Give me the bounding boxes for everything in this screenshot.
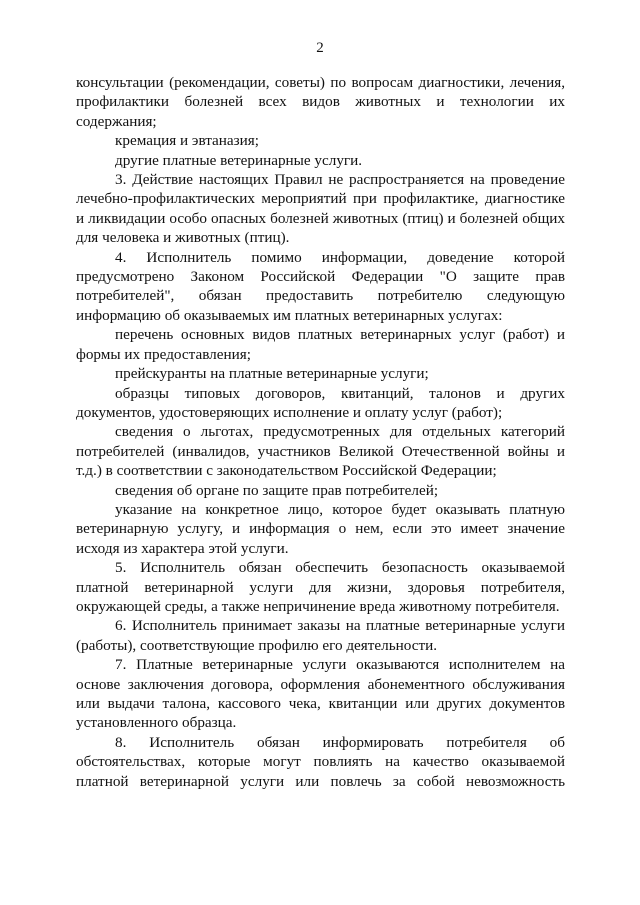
paragraph-list-authority: сведения об органе по защите прав потребителей; (115, 481, 439, 499)
paragraph-list-benefits: сведения о льготах, предусмотренных для отдельных категорий потребителей (инвалидов, участников Великой Отечественной войны и т.д.) в соответствии с законодательством Российской Федерации; (76, 423, 565, 480)
paragraph-5: 5. Исполнитель обязан обеспечить безопасность оказываемой платной ветеринарной услуги для жизни, здоровья потребителя, окружающей среды, а также непричинение вреда животному потребителя. (76, 559, 565, 615)
paragraph-consultations: консультации (рекомендации, советы) по вопросам диагностики, лечения, профилактики болезней всех видов животных и технологии их содержания; (76, 74, 565, 130)
paragraph-3: 3. Действие настоящих Правил не распространяется на проведение лечебно-профилактических мероприятий при профилактике, диагностике и ликвидации особо опасных болезней животных (птиц) и болезней общих для человека и животных (птиц). (76, 171, 565, 247)
paragraph-6: 6. Исполнитель принимает заказы на платные ветеринарные услуги (работы), соответствующие профилю его деятельности. (76, 617, 565, 654)
paragraph-list-person: указание на конкретное лицо, которое будет оказывать платную ветеринарную услугу, и информация о нем, если это имеет значение исходя из характера этой услуги. (76, 500, 565, 557)
paragraph-8: 8. Исполнитель обязан информировать потребителя об обстоятельствах, которые могут повлиять на качество оказываемой платной ветеринарной услуги или повлечь за собой невозможность (76, 733, 565, 790)
page-number: 2 (316, 40, 324, 56)
paragraph-list-pricelists: прейскуранты на платные ветеринарные услуги; (115, 365, 429, 383)
paragraph-list-contracts: образцы типовых договоров, квитанций, талонов и других документов, удостоверяющих исполнение и оплату услуг (работ); (76, 384, 565, 421)
document-body (76, 73, 565, 791)
paragraph-cremation: кремация и эвтаназия; (115, 132, 259, 150)
paragraph-list-services: перечень основных видов платных ветеринарных услуг (работ) и формы их предоставления; (76, 326, 565, 363)
paragraph-7: 7. Платные ветеринарные услуги оказываются исполнителем на основе заключения договора, оформления абонементного обслуживания или выдачи талона, кассового чека, квитанции или других документов установленного образца. (76, 656, 565, 732)
paragraph-other-services: другие платные ветеринарные услуги. (115, 151, 363, 169)
paragraph-4: 4. Исполнитель помимо информации, доведение которой предусмотрено Законом Российской Федерации "О защите прав потребителей", обязан предоставить потребителю следующую информацию об оказываемых им платных ветеринарных услугах: (76, 248, 565, 324)
